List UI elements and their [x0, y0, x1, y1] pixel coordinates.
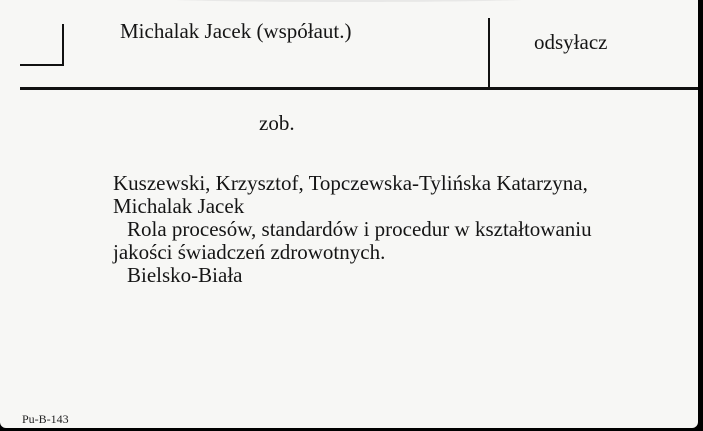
- entry-authors-line-1: Kuszewski, Krzysztof, Topczewska-Tylińska Katarzyna,: [113, 171, 588, 195]
- entry-place: Bielsko-Biała: [127, 263, 243, 287]
- corner-mark: [20, 24, 64, 66]
- card-heading: Michalak Jacek (współaut.): [120, 19, 352, 43]
- card-type-label: odsyłacz: [534, 30, 608, 54]
- card-signature: Pu-B-143: [22, 412, 69, 426]
- see-reference-label: zob.: [259, 111, 295, 135]
- entry-title-line-1: Rola procesów, standardów i procedur w kształtowaniu: [127, 217, 592, 241]
- referenced-entry: [113, 172, 673, 287]
- entry-authors-line-2: Michalak Jacek: [113, 194, 245, 218]
- header-divider-horizontal: [20, 87, 698, 90]
- header-divider-vertical: [488, 18, 490, 88]
- entry-title-line-2: jakości świadczeń zdrowotnych.: [113, 240, 386, 264]
